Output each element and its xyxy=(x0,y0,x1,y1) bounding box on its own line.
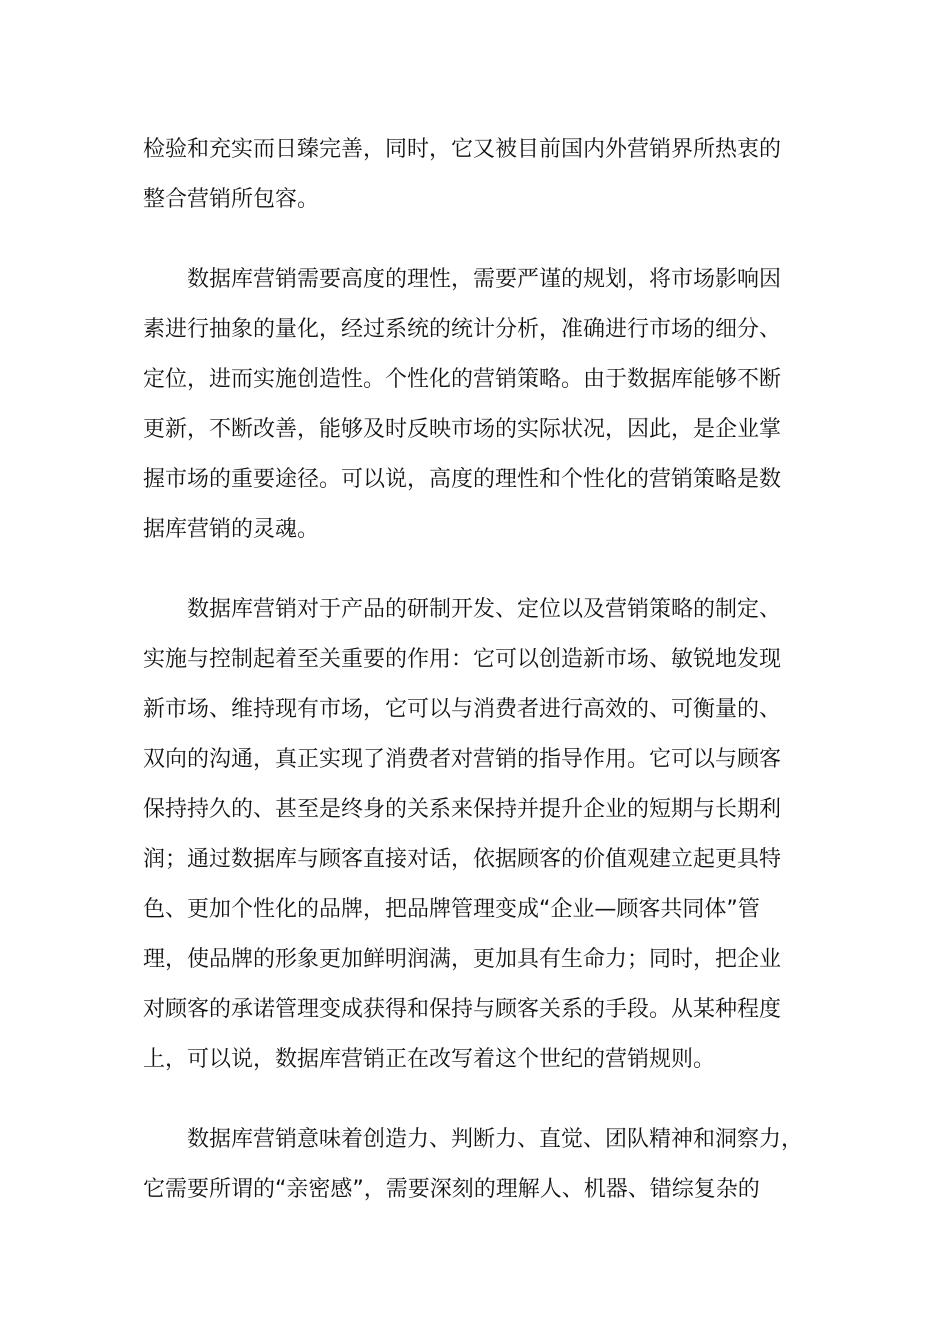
paragraph-line: 润；通过数据库与顾客直接对话，依据顾客的价值观建立起更具特 xyxy=(143,847,782,872)
document-body xyxy=(143,125,803,1215)
paragraph-line: 双向的沟通，真正实现了消费者对营销的指导作用。它可以与顾客 xyxy=(143,747,782,772)
paragraph-line: 素进行抽象的量化，经过系统的统计分析，准确进行市场的细分、 xyxy=(143,317,782,342)
paragraph-line: 上，可以说，数据库营销正在改写着这个世纪的营销规则。 xyxy=(143,1047,716,1072)
paragraph-line: 定位，进而实施创造性。个性化的营销策略。由于数据库能够不断 xyxy=(143,367,782,392)
paragraph-line: 整合营销所包容。 xyxy=(143,187,320,212)
paragraph-line: 检验和充实而日臻完善，同时，它又被目前国内外营销界所热衷的 xyxy=(143,137,782,162)
paragraph-4 xyxy=(143,1115,803,1215)
paragraph-line: 新市场、维持现有市场，它可以与消费者进行高效的、可衡量的、 xyxy=(143,697,782,722)
paragraph-line: 对顾客的承诺管理变成获得和保持与顾客关系的手段。从某种程度 xyxy=(143,997,782,1022)
paragraph-line: 握市场的重要途径。可以说，高度的理性和个性化的营销策略是数 xyxy=(143,467,782,492)
paragraph-line: 保持持久的、甚至是终身的关系来保持并提升企业的短期与长期利 xyxy=(143,797,782,822)
paragraph-gap xyxy=(143,1085,803,1115)
paragraph-3 xyxy=(143,585,803,1085)
paragraph-line: 更新，不断改善，能够及时反映市场的实际状况，因此，是企业掌 xyxy=(143,417,782,442)
paragraph-line: 数据库营销需要高度的理性，需要严谨的规划，将市场影响因 xyxy=(187,267,782,292)
paragraph-gap xyxy=(143,555,803,585)
paragraph-line: 据库营销的灵魂。 xyxy=(143,517,320,542)
paragraph-line: 理，使品牌的形象更加鲜明润满，更加具有生命力；同时，把企业 xyxy=(143,947,782,972)
paragraph-line: 它需要所谓的“亲密感”，需要深刻的理解人、机器、错综复杂的 xyxy=(143,1177,760,1202)
paragraph-gap xyxy=(143,225,803,255)
paragraph-line: 数据库营销意味着创造力、判断力、直觉、团队精神和洞察力， xyxy=(187,1127,804,1152)
paragraph-2 xyxy=(143,255,803,555)
paragraph-line: 实施与控制起着至关重要的作用：它可以创造新市场、敏锐地发现 xyxy=(143,647,782,672)
paragraph-line: 色、更加个性化的品牌，把品牌管理变成“企业—顾客共同体”管 xyxy=(143,897,760,922)
paragraph-line: 数据库营销对于产品的研制开发、定位以及营销策略的制定、 xyxy=(187,597,782,622)
paragraph-1 xyxy=(143,125,803,225)
